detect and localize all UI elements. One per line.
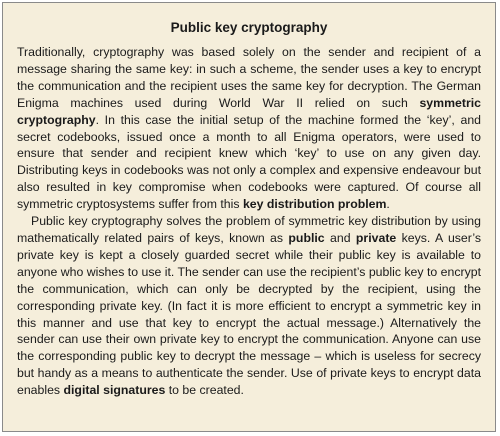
paragraph-text: . In this case the initial setup of the machine formed the ‘key’, and secret codebooks, issued once a month to all Enigma operators, were used to ensure that sender and recipient knew which ‘key’ to use on any given day. Distributing keys in codebooks was not only a complex and expensive endeavour but also resulted in key compromise when codebooks were captured. Of course all symmetric cryptosystems suffer from this (17, 112, 481, 212)
keyword-public: public (288, 230, 325, 245)
paragraph-text: to be created. (165, 383, 244, 398)
paragraph-text: keys. A user’s private key is kept a closely guarded secret while their public key is available to anyone who wishes to use it. The sender can use the recipient’s public key to encrypt the communication, which can only be decrypted by the recipient, using the corresponding private key. (In fact it is more efficient to encrypt a symmetric key in this manner and use that key to encrypt the actual message.) Alternatively the sender can use their own private key to encrypt the communication. Anyone can use the corresponding public key to decrypt the message – which is useless for secrecy but handy as a means to authenticate the sender. Use of private keys to encrypt data enables (17, 230, 481, 398)
keyword-digital-signatures: digital signatures (63, 383, 166, 398)
paragraph-traditional-cryptography (17, 44, 481, 213)
paragraph-text: Public key cryptography solves the problem of symmetric key distribution by using mathematically related pairs of keys, known as (17, 214, 481, 245)
paragraph-text: and (324, 230, 356, 245)
keyword-private: private (355, 230, 397, 245)
paragraph-text: . (386, 197, 390, 212)
sidebar-box (2, 2, 496, 432)
keyword-key-distribution-problem: key distribution problem (242, 197, 387, 212)
paragraph-public-key-cryptography (17, 213, 481, 399)
keyword-symmetric-cryptography: symmetric cryptography (17, 95, 481, 127)
paragraph-text: Traditionally, cryptography was based solely on the sender and recipient of a message sharing the same key: in such a scheme, the sender uses a key to encrypt the communication and the recipient uses the same key for decryption. The German Enigma machines used during World War II relied on such (17, 45, 481, 110)
box-title: Public key cryptography (170, 20, 328, 35)
